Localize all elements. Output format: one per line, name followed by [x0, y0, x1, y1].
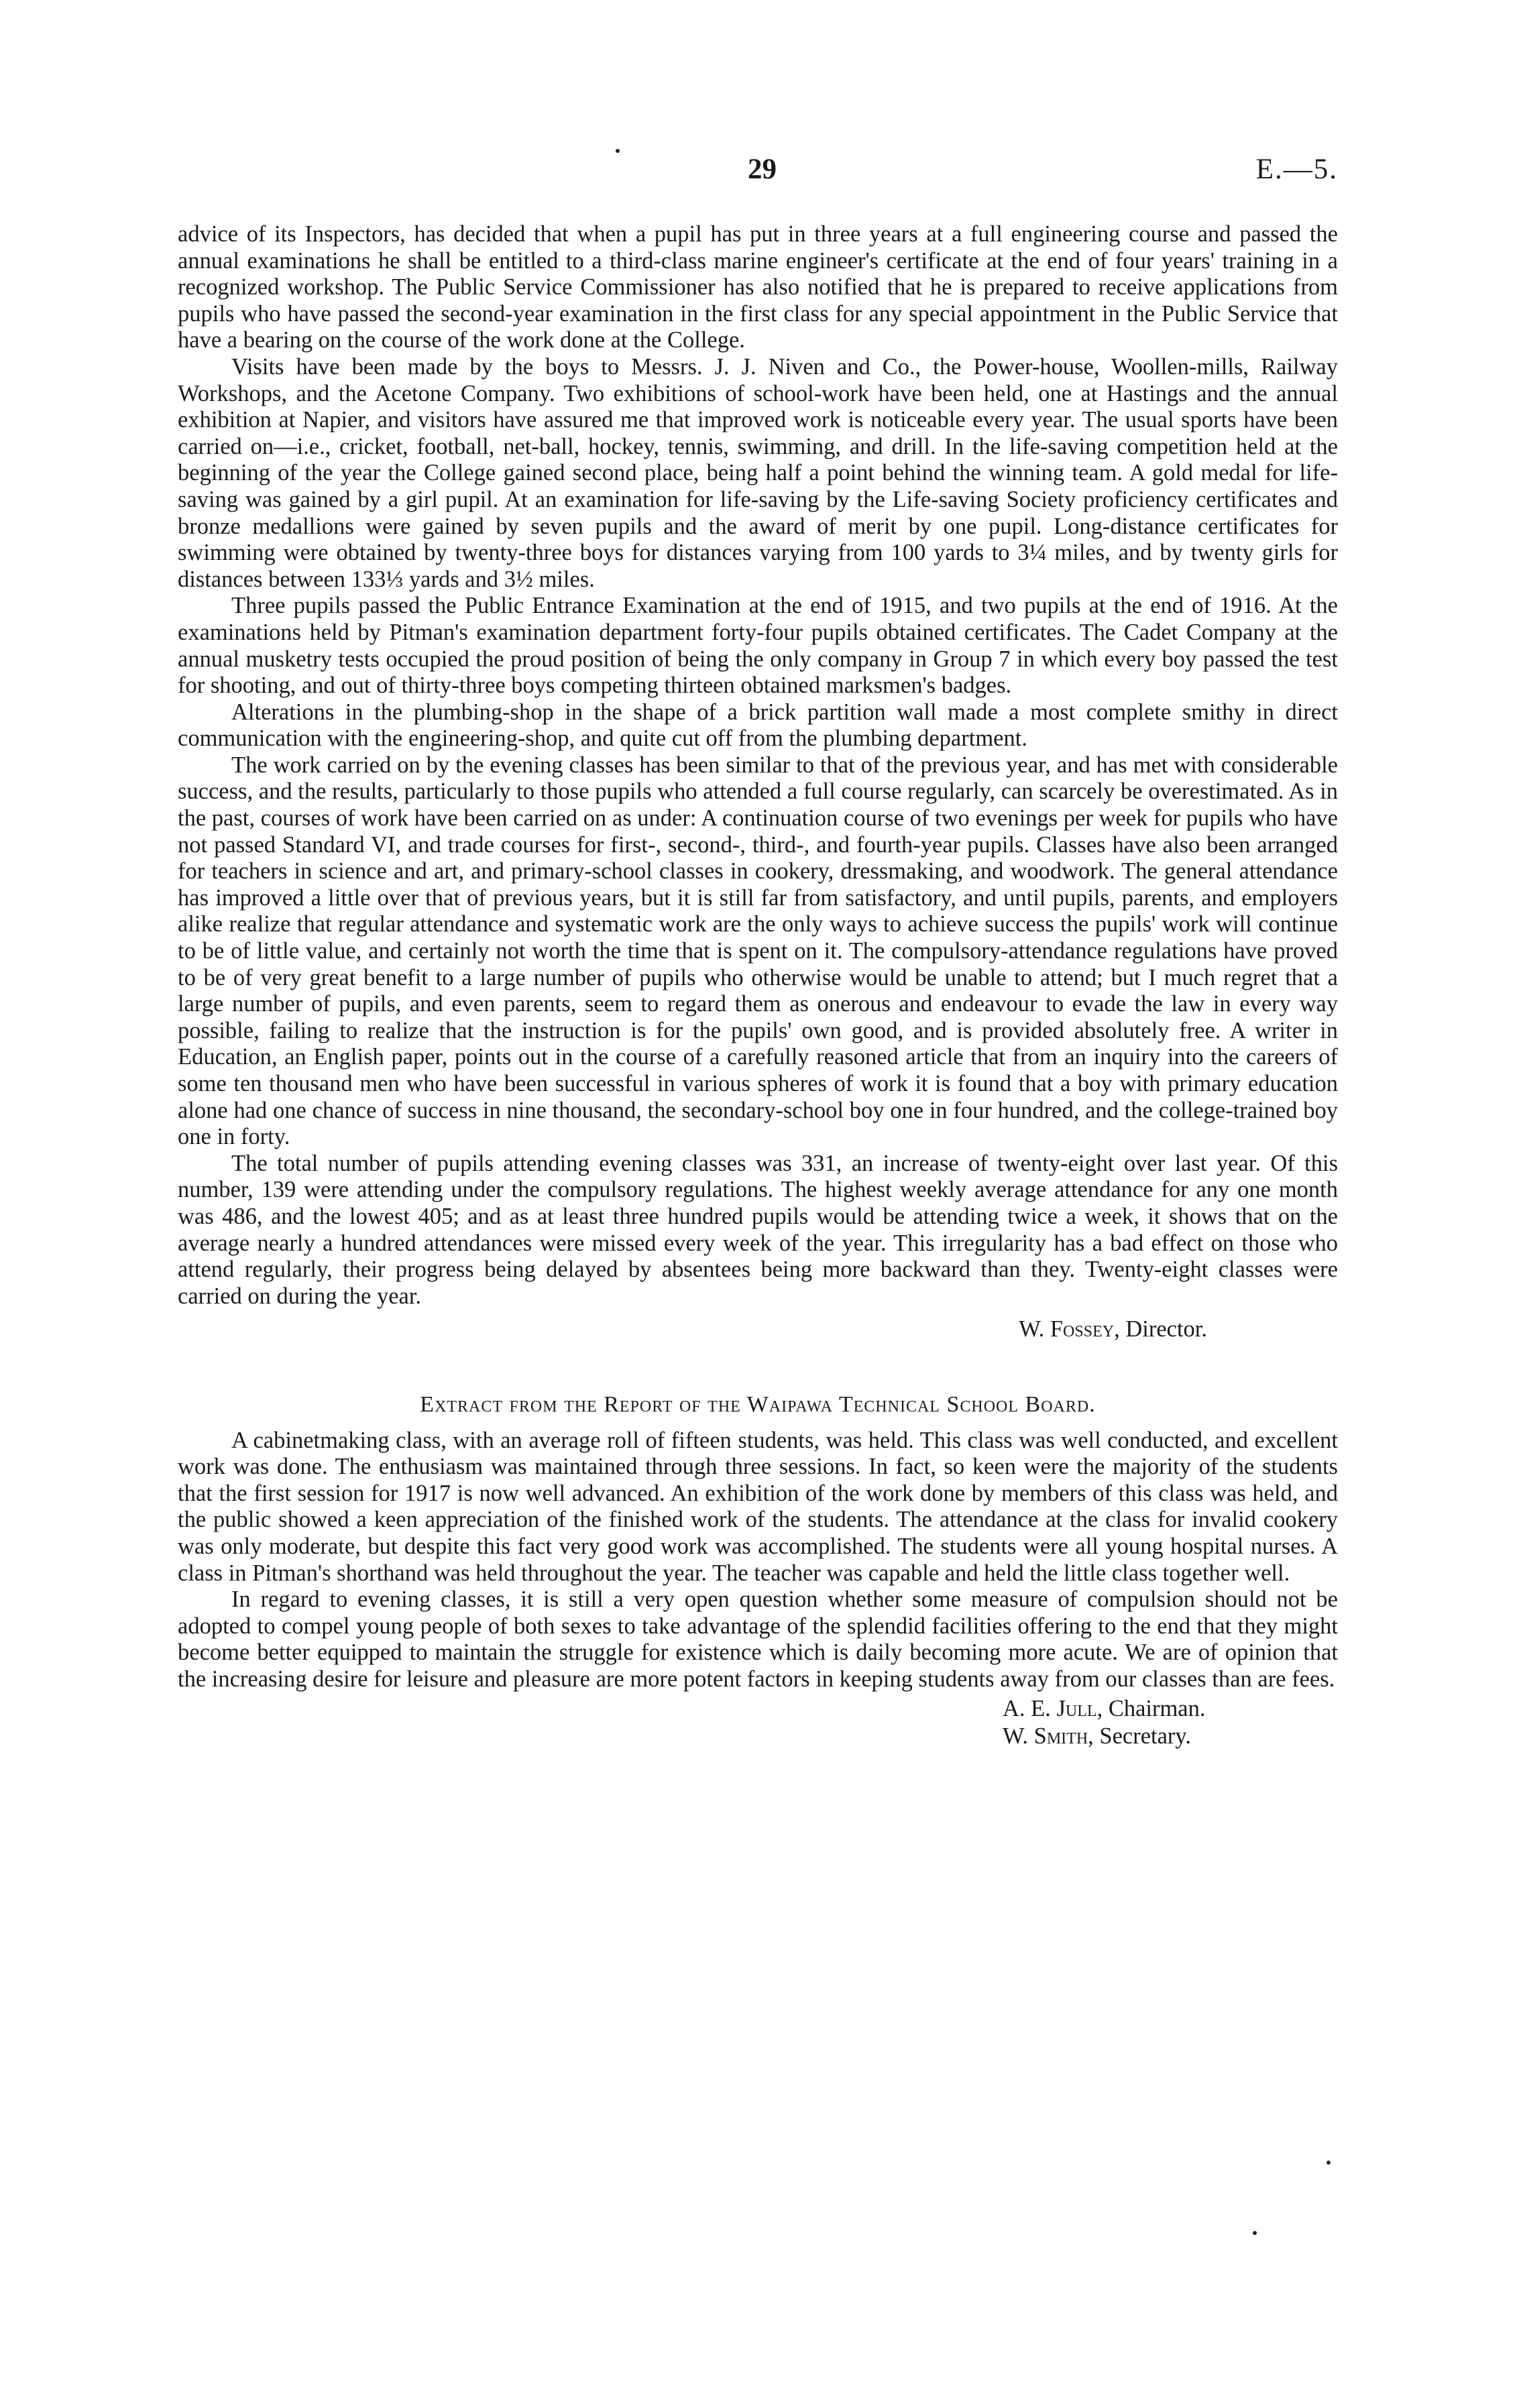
- page-number: 29: [748, 154, 777, 185]
- signatory-name: A. E. Jull: [1003, 1696, 1097, 1722]
- board-signatures: [178, 1695, 1338, 1750]
- page-header: [178, 153, 1338, 193]
- signatory-title: , Director.: [1114, 1316, 1207, 1342]
- paragraph: Visits have been made by the boys to Messrs. J. J. Niven and Co., the Power-house, Woollen-mills, Railway Workshops, and the Acetone Company. Two exhibitions of school-work have been held, one at Hastings and the annual exhibition at Napier, and visitors have assured me that improved work is noticeable every year. The usual sports have been carried on—i.e., cricket, football, net-ball, hockey, tennis, swimming, and drill. In the life-saving competition held at the beginning of the year the College gained second place, being half a point behind the winning team. A gold medal for life-saving was gained by a girl pupil. At an examination for life-saving by the Life-saving Society proficiency certificates and bronze medallions were gained by seven pupils and the award of merit by one pupil. Long-distance certificates for swimming were obtained by twenty-three boys for distances varying from 100 yards to 3¼ miles, and by twenty girls for distances between 133⅓ yards and 3½ miles.: [178, 353, 1338, 592]
- signatory-title: , Secretary.: [1088, 1723, 1192, 1750]
- signatory-name: W. Fossey: [1019, 1316, 1115, 1342]
- paragraph: advice of its Inspectors, has decided that when a pupil has put in three years at a full engineering course and passed the annual examinations he shall be entitled to a third-class marine engineer's certificate at the end of four years' training in a recognized workshop. The Public Service Commissioner has also notified that he is prepared to receive applications from pupils who have passed the second-year examination in the first class for any special appointment in the Public Service that have a bearing on the course of the work done at the College.: [178, 221, 1338, 353]
- signatory-title: , Chairman.: [1096, 1696, 1206, 1722]
- signatory-name: W. Smith: [1003, 1723, 1088, 1750]
- body-text: [178, 221, 1338, 1750]
- paragraph: Three pupils passed the Public Entrance Examination at the end of 1915, and two pupils at the end of 1916. At the examinations held by Pitman's examination department forty-four pupils obtained certificates. The Cadet Company at the annual musketry tests occupied the proud position of being the only company in Group 7 in which every boy passed the test for shooting, and out of thirty-three boys competing thirteen obtained marksmen's badges.: [178, 593, 1338, 699]
- document-reference: E.—5.: [1255, 154, 1338, 185]
- section-heading: Extract from the Report of the Waipawa Technical School Board.: [420, 1391, 1096, 1417]
- paragraph: In regard to evening classes, it is still a very open question whether some measure of compulsion should not be adopted to compel young people of both sexes to take advantage of the splendid facilities offering to the end that they might become better equipped to maintain the struggle for existence which is daily becoming more acute. We are of opinion that the increasing desire for leisure and pleasure are more potent factors in keeping students away from our classes than are fees.: [178, 1587, 1338, 1692]
- signature-line: [1003, 1723, 1338, 1750]
- paragraph: Alterations in the plumbing-shop in the shape of a brick partition wall made a most complete smithy in direct communication with the engineering-shop, and quite cut off from the plumbing department.: [178, 699, 1338, 752]
- print-mark: [1253, 2231, 1257, 2235]
- paragraph: A cabinetmaking class, with an average roll of fifteen students, was held. This class was well conducted, and excellent work was done. The enthusiasm was maintained through three sessions. In fact, so keen were the majority of the students that the first session for 1917 is now well advanced. An exhibition of the work done by members of this class was held, and the public showed a keen appreciation of the finished work of the students. The attendance at the class for invalid cookery was only moderate, but despite this fact very good work was accomplished. The students were all young hospital nurses. A class in Pitman's shorthand was held throughout the year. The teacher was capable and held the little class together well.: [178, 1427, 1338, 1586]
- paragraph: The work carried on by the evening classes has been similar to that of the previous year, and has met with considerable success, and the results, particularly to those pupils who attended a full course regularly, can scarcely be overestimated. As in the past, courses of work have been carried on as under: A continuation course of two evenings per week for pupils who have not passed Standard VI, and trade courses for first-, second-, third-, and fourth-year pupils. Classes have also been arranged for teachers in science and art, and primary-school classes in cookery, dressmaking, and woodwork. The general attendance has improved a little over that of previous years, but it is still far from satisfactory, and until pupils, parents, and employers alike realize that regular attendance and systematic work are the only ways to achieve success the pupils' work will continue to be of little value, and certainly not worth the time that is spent on it. The compulsory-attendance regulations have proved to be of very great benefit to a large number of pupils who otherwise would be unable to attend; but I much regret that a large number of pupils, and even parents, seem to regard them as onerous and endeavour to evade the law in every way possible, failing to realize that the instruction is for the pupils' own good, and is provided absolutely free. A writer in Education, an English paper, points out in the course of a carefully reasoned article that from an inquiry into the careers of some ten thousand men who have been successful in various spheres of work it is found that a boy with primary education alone had one chance of success in nine thousand, the secondary-school boy one in four hundred, and the college-trained boy one in forty.: [178, 752, 1338, 1150]
- print-mark: [1327, 2161, 1331, 2165]
- paragraph: The total number of pupils attending evening classes was 331, an increase of twenty-eight over last year. Of this number, 139 were attending under the compulsory regulations. The highest weekly average attendance for any one month was 486, and the lowest 405; and as at least three hundred pupils would be attending twice a week, it shows that on the average nearly a hundred attendances were missed every week of the year. This irregularity has a bad effect on those who attend regularly, their progress being delayed by absentees being more backward than they. Twenty-eight classes were carried on during the year.: [178, 1150, 1338, 1309]
- signature-line: [1003, 1695, 1338, 1723]
- director-signature: [178, 1316, 1338, 1343]
